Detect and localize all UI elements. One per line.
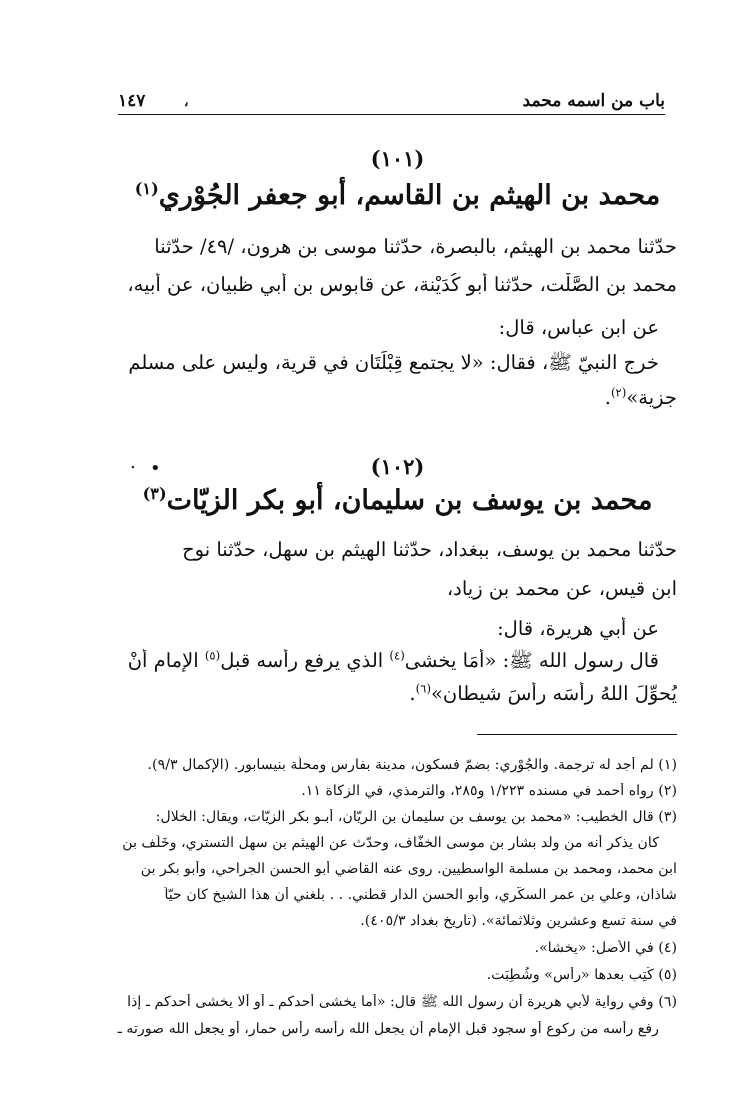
footnote-line: (٥) كُتِب بعدها «رأس» وشُطِبَت. — [486, 967, 677, 983]
stray-dot: . — [130, 452, 136, 473]
page-header — [118, 88, 665, 115]
footnote-ref: (٢) — [610, 386, 627, 400]
footnote-line: (٢) رواه أحمد في مسنده ١/٢٢٣ و٢٨٥، والترمذي، في الزكاة ١١. — [301, 783, 677, 799]
title-footnote-ref: (١) — [134, 179, 159, 198]
footnote-separator — [477, 734, 677, 735]
entry-number-102: (١٠٢) — [370, 454, 425, 479]
entry-title-text: محمد بن يوسف بن سليمان، أبو بكر الزيّات — [166, 485, 653, 516]
line-end: . — [604, 386, 611, 409]
footnote-line: (١) لم أجد له ترجمة. والجُوْري: بضمّ فسكون، مدينة بفارس ومحلّة بنيسابور. (الإكمال ٩/٣). — [147, 757, 677, 773]
line-text: الإمام أنْ — [127, 649, 205, 672]
text-line: عن ابن عباس، قال: — [498, 316, 659, 339]
text-line: خرج النبيّ ﷺ، فقال: «لا يجتمع قِبْلَتَان في قرية، وليس على مسلم — [128, 351, 659, 374]
text-line: حدّثنا محمد بن الهيثم، بالبصرة، حدّثنا موسى بن هرون، /٤٩/ حدّثنا — [154, 235, 677, 258]
footnote-line: رفع رأسه من ركوع أو سجود قبل الإمام أن يجعل الله رأسه رأس حمار، أو يجعل الله صورته ـ — [117, 1021, 659, 1037]
line-text: يُحوِّلَ اللهُ رأسَه رأسَ شيطان» — [431, 682, 677, 705]
line-end: . — [409, 682, 416, 705]
title-footnote-ref: (٣) — [142, 484, 167, 503]
text-line: ابن قيس، عن محمد بن زياد، — [446, 577, 677, 600]
text-line: حدّثنا محمد بن يوسف، ببغداد، حدّثنا الهيثم بن سهل، حدّثنا نوح — [182, 538, 677, 561]
footnote-line: ابن محمد، ومحمد بن مسلمة الواسطيين. روى عنه القاضي أبو الحسن الجراحي، وأبو بكر بن — [140, 861, 677, 877]
footnote-line: شاذان، وعلي بن عمر السكّري، وأبو الحسن الدار قطني. . . بلغني أن هذا الشيخ كان حيّاً — [164, 887, 677, 903]
line-text: جزية» — [626, 386, 677, 409]
text-line — [118, 649, 659, 677]
text-line — [118, 682, 677, 705]
entry-title-101 — [118, 180, 677, 211]
text-line: محمد بن الصَّلْت، حدّثنا أبو كُدَيْنة، عن قابوس بن أبي ظبيان، عن أبيه، — [127, 273, 677, 296]
entry-title-text: محمد بن الهيثم بن القاسم، أبو جعفر الجُوْري — [158, 180, 661, 211]
footnote-ref: (٦) — [415, 682, 431, 696]
header-mark: ، — [184, 94, 189, 110]
footnote-line: كان يذكر أنه من ولد بشار بن موسى الخفّاف، وحدّث عن الهيثم بن سهل التستري، وخَلَف بن — [122, 835, 659, 851]
text-line: عن أبي هريرة، قال: — [497, 617, 659, 640]
line-text: الذي يرفع رأسه قبل — [220, 649, 390, 672]
page-number: ١٤٧ — [118, 91, 146, 111]
footnote-line: في سنة تسع وعشرين وثلاثمائة». (تاريخ بغداد ٤٠٥/٣). — [360, 913, 677, 929]
footnote-line: (٣) قال الخطيب: «محمد بن يوسف بن سليمان بن الريّان، أبـو بكر الزيّات، ويقال: الخلال: — [155, 809, 677, 825]
line-text: قال رسول الله ﷺ: «أمَا يخشى — [404, 649, 659, 672]
running-title: باب من اسمه محمد — [522, 91, 665, 111]
stray-dot: • — [150, 458, 161, 479]
entry-title-102 — [118, 485, 677, 516]
footnote-line: (٤) في الأصل: «يخشا». — [534, 940, 677, 956]
entry-number-101: (١٠١) — [370, 146, 425, 171]
footnote-ref: (٤) — [389, 649, 405, 663]
footnote-line: (٦) وفي رواية لأبي هريرة أن رسول الله ﷺ قال: «أما يخشى أحدكم ـ أو ألا يخشى أحدكم ـ إذا — [127, 994, 677, 1010]
footnote-ref: (٥) — [204, 649, 221, 663]
text-line — [118, 386, 677, 409]
